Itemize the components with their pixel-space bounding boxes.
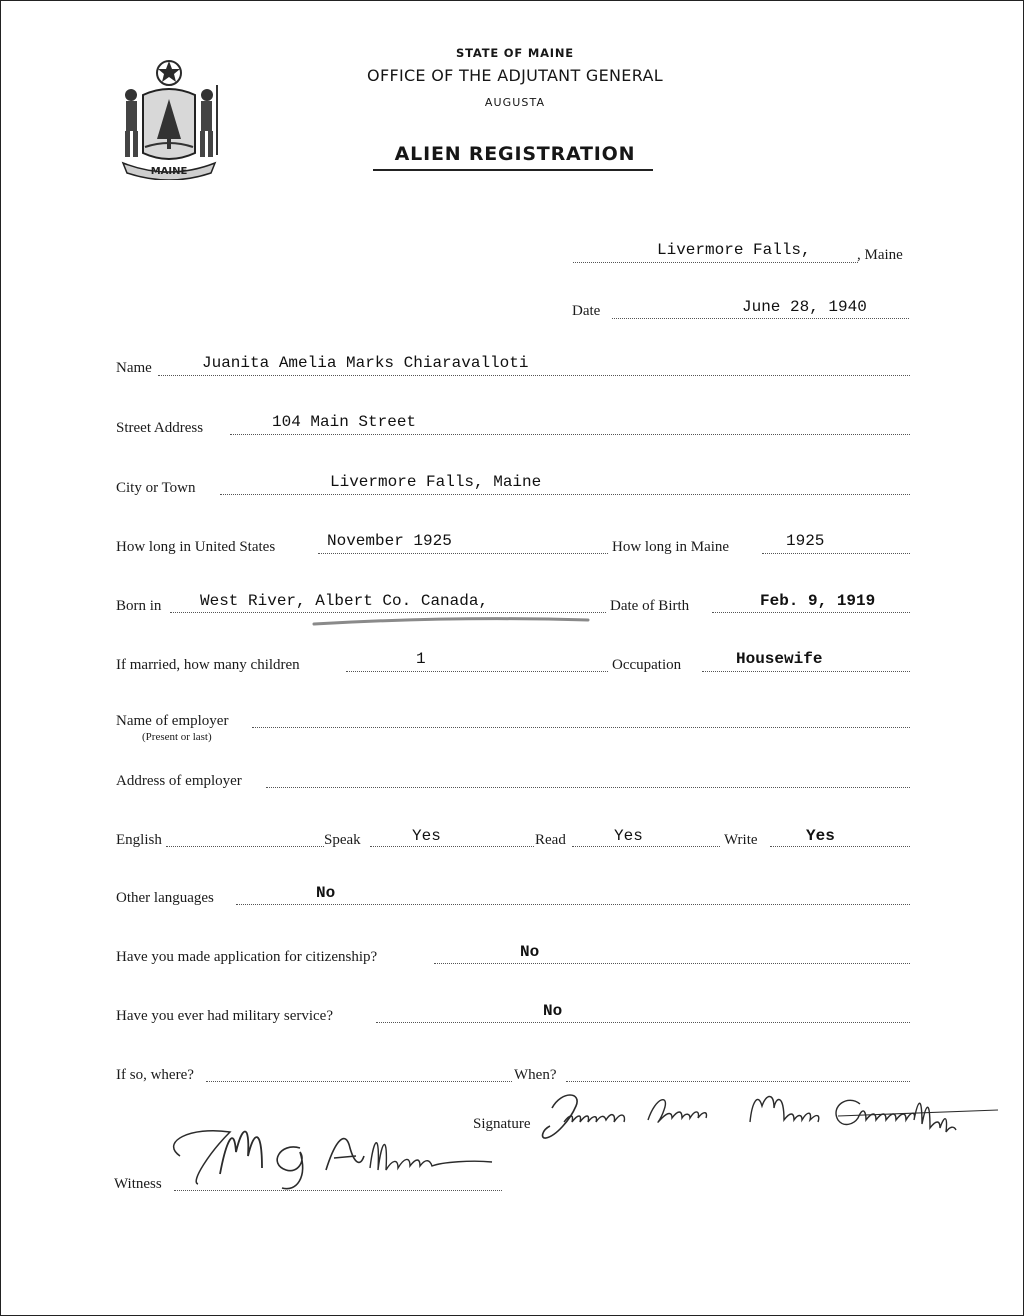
- english-dots: [166, 846, 324, 847]
- children-dots: [346, 671, 608, 672]
- english-label: English: [116, 832, 162, 848]
- where-dots: [206, 1081, 512, 1082]
- us-duration-label: How long in United States: [116, 539, 276, 555]
- city-label: City or Town: [116, 480, 196, 496]
- military-dots: [376, 1022, 910, 1023]
- name-dots: [158, 375, 910, 376]
- speak-dots: [370, 846, 534, 847]
- date-dots: [612, 318, 909, 319]
- maine-state-seal: [113, 55, 225, 180]
- maine-duration-label: How long in Maine: [612, 539, 730, 555]
- read-dots: [572, 846, 720, 847]
- write-dots: [770, 846, 910, 847]
- place-value: Livermore Falls,: [657, 241, 811, 259]
- witness-signature-handwriting: [150, 1112, 510, 1198]
- military-value: No: [543, 1002, 563, 1020]
- birth-date-label: Date of Birth: [610, 598, 690, 614]
- name-label: Name: [116, 360, 152, 376]
- occupation-label: Occupation: [612, 657, 682, 673]
- signature-label: Signature: [473, 1116, 531, 1132]
- maine-duration-dots: [762, 553, 910, 554]
- where-label: If so, where?: [116, 1067, 194, 1083]
- us-duration-value: November 1925: [327, 532, 452, 550]
- occupation-dots: [702, 671, 910, 672]
- birth-date-dots: [712, 612, 910, 613]
- place-dots: [573, 262, 858, 263]
- speak-label: Speak: [324, 832, 361, 848]
- when-dots: [566, 1081, 910, 1082]
- place-suffix: , Maine: [857, 247, 903, 263]
- date-value: June 28, 1940: [742, 298, 867, 316]
- title-underline: [373, 169, 653, 171]
- witness-label: Witness: [114, 1176, 162, 1192]
- maine-duration-value: 1925: [786, 532, 825, 550]
- employer-label: Name of employer: [116, 713, 229, 729]
- birth-date-value: Feb. 9, 1919: [760, 592, 876, 610]
- other-languages-dots: [236, 904, 910, 905]
- citizenship-value: No: [520, 943, 540, 961]
- pencil-underline-mark: [312, 612, 592, 630]
- office-heading: OFFICE OF THE ADJUTANT GENERAL: [367, 66, 663, 85]
- city-value: Livermore Falls, Maine: [330, 473, 542, 491]
- write-value: Yes: [806, 827, 835, 845]
- state-heading: STATE OF MAINE: [456, 46, 574, 60]
- children-value: 1: [416, 650, 426, 668]
- employer-address-dots: [266, 787, 910, 788]
- speak-value: Yes: [412, 827, 441, 845]
- name-value: Juanita Amelia Marks Chiaravalloti: [202, 354, 529, 372]
- occupation-value: Housewife: [736, 650, 823, 668]
- read-value: Yes: [614, 827, 643, 845]
- born-in-value: West River, Albert Co. Canada,: [200, 592, 489, 610]
- when-label: When?: [514, 1067, 557, 1083]
- citizenship-label: Have you made application for citizenship?: [116, 949, 378, 965]
- children-label: If married, how many children: [116, 657, 300, 673]
- city-dots: [220, 494, 910, 495]
- date-label: Date: [572, 303, 601, 319]
- form-title: ALIEN REGISTRATION: [394, 143, 636, 165]
- street-dots: [230, 434, 910, 435]
- street-value: 104 Main Street: [272, 413, 417, 431]
- military-label: Have you ever had military service?: [116, 1008, 333, 1024]
- employer-dots: [252, 727, 910, 728]
- other-languages-value: No: [316, 884, 336, 902]
- write-label: Write: [724, 832, 758, 848]
- svg-text:MAINE: MAINE: [150, 166, 188, 177]
- other-languages-label: Other languages: [116, 890, 214, 906]
- signature-handwriting: [538, 1086, 1008, 1146]
- street-label: Street Address: [116, 420, 204, 436]
- employer-address-label: Address of employer: [116, 773, 242, 789]
- us-duration-dots: [318, 553, 608, 554]
- employer-note: (Present or last): [142, 731, 212, 743]
- city-heading: AUGUSTA: [484, 96, 546, 109]
- born-in-label: Born in: [116, 598, 162, 614]
- citizenship-dots: [434, 963, 910, 964]
- read-label: Read: [535, 832, 566, 848]
